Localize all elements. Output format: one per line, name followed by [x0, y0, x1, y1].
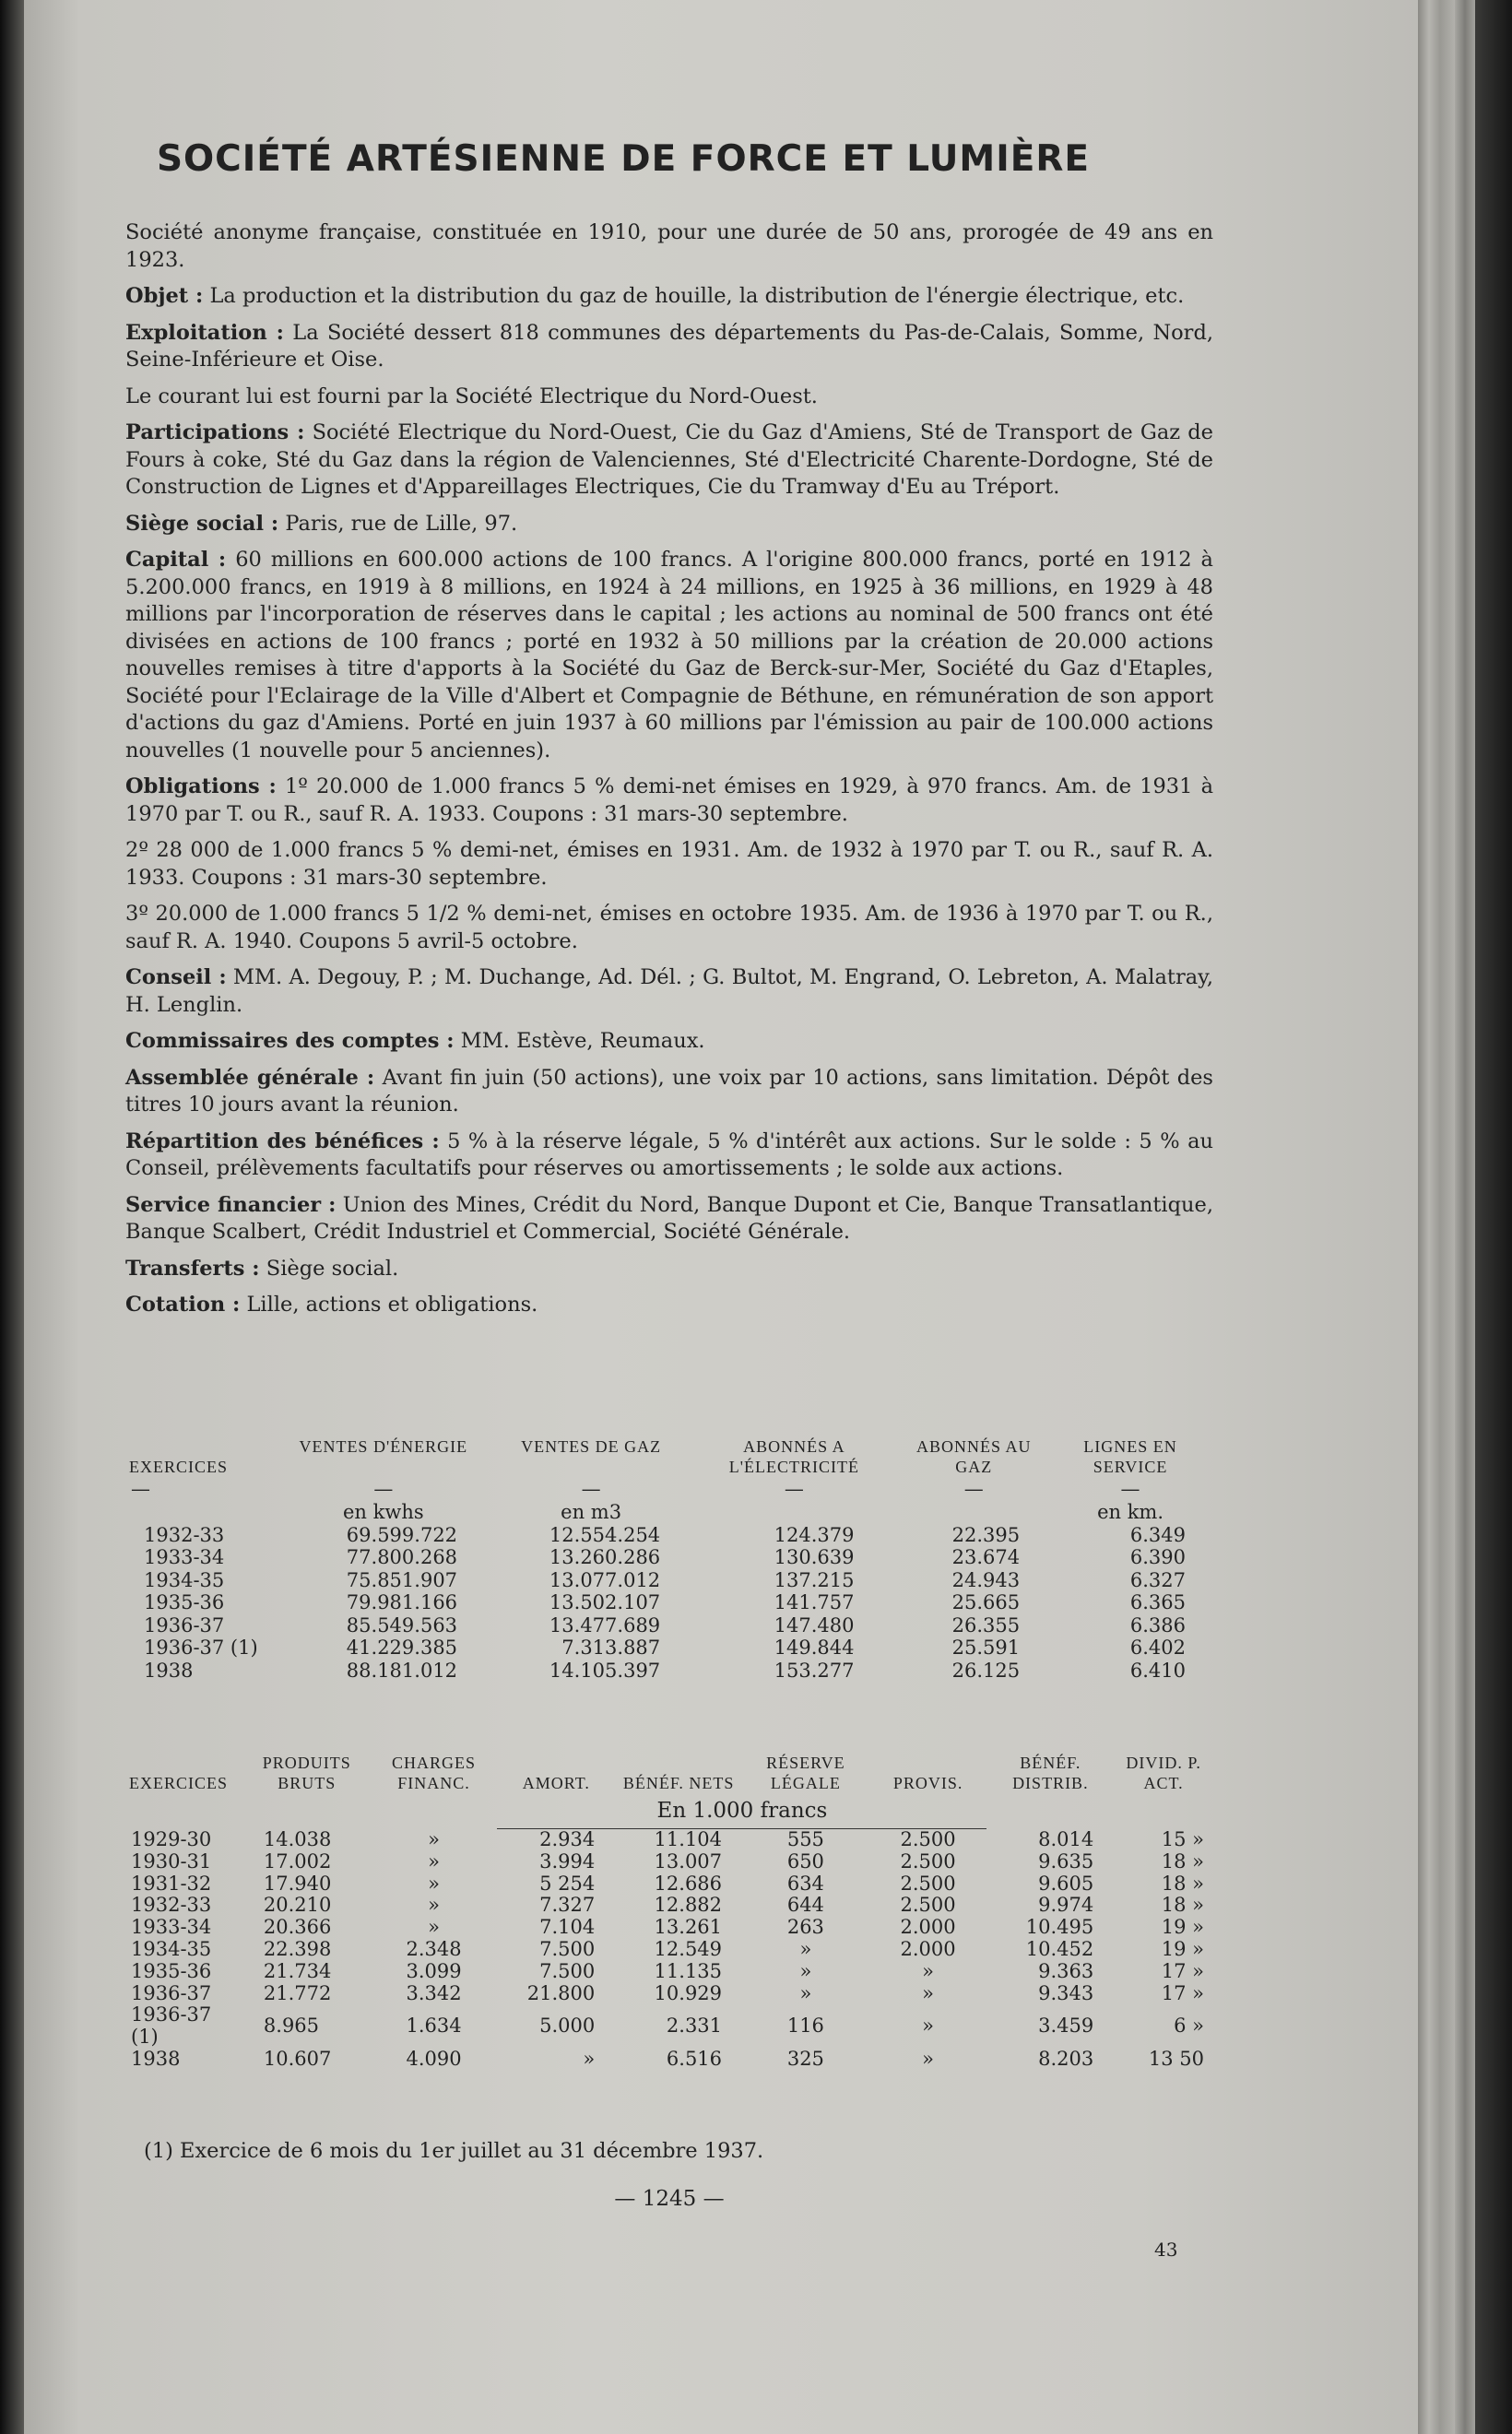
paragraph-label: Service financier :: [125, 1192, 337, 1217]
table-cell: »: [799, 1959, 812, 1982]
table-cell: 2.934: [539, 1828, 596, 1850]
paragraph-label: Transferts :: [125, 1256, 260, 1281]
row-label: 1936-37: [144, 1613, 225, 1636]
paragraph: [125, 774, 1213, 828]
table-cell: 263: [786, 1916, 824, 1939]
table-cell: 85.549.563: [346, 1613, 458, 1636]
table-cell: 12.882: [654, 1894, 723, 1917]
paragraph: [125, 1128, 1213, 1183]
table-cell: 13.477.689: [549, 1613, 661, 1636]
paragraph-text: La production et la distribution du gaz de houille, la distribution de l'énergie électrique, etc.: [203, 284, 1185, 308]
table-cell: 6.516: [666, 2047, 723, 2070]
column-header: RÉSERVE LÉGALE: [766, 1754, 845, 1792]
separator-dash: —: [784, 1478, 804, 1500]
separator-dash: —: [1120, 1478, 1140, 1500]
table-row: [125, 1873, 1213, 1896]
table-cell: 77.800.268: [346, 1546, 458, 1568]
table-cell: 21.734: [263, 1959, 332, 1982]
table-cell: 22.398: [263, 1937, 332, 1960]
table-cell: 3.342: [406, 1981, 462, 2004]
paragraph-text: Avant fin juin (50 actions), une voix par 10 actions, sans limitation. Dépôt des titres 10 jours avant la réunion.: [125, 1065, 1213, 1117]
paragraph: [125, 1192, 1213, 1247]
table-cell: 6.390: [1129, 1546, 1186, 1568]
column-header: PROVIS.: [892, 1774, 963, 1792]
table-cell: 13.077.012: [549, 1568, 661, 1591]
table-row: [125, 1524, 1213, 1547]
separator-dash: —: [373, 1478, 394, 1500]
table-cell: 20.210: [263, 1894, 332, 1917]
row-label: 1929-30: [131, 1827, 212, 1850]
paragraph-label: Exploitation :: [125, 320, 284, 345]
paragraph-text: 2º 28 000 de 1.000 francs 5 % demi-net, émises en 1931. Am. de 1932 à 1970 par T. ou R., sauf R. A. 1933. Coupons : 31 mars-30 septembre.: [125, 838, 1213, 890]
table-cell: 2.500: [900, 1849, 956, 1873]
table-cell: 5.000: [539, 2015, 596, 2038]
table-cell: 8.965: [263, 2015, 320, 2038]
table-cell: 2.000: [900, 1937, 956, 1960]
table-cell: »: [922, 1959, 935, 1982]
table-cell: 13.261: [654, 1916, 723, 1939]
row-label: 1935-36: [144, 1591, 225, 1613]
table-cell: 116: [786, 2015, 824, 2038]
separator-dash: —: [581, 1478, 601, 1500]
table-row: [125, 1614, 1213, 1637]
row-label: 1932-33: [131, 1894, 212, 1917]
operations-table-header: [125, 1436, 1213, 1477]
table-cell: 9.343: [1038, 1981, 1094, 2004]
paragraph-text: MM. A. Degouy, P. ; M. Duchange, Ad. Dél. ; G. Bultot, M. Engrand, O. Lebreton, A. Malatray, H. Lenglin.: [125, 965, 1213, 1017]
paragraph: [125, 384, 1213, 411]
table-cell: 141.757: [774, 1591, 855, 1613]
table-cell: 24.943: [951, 1568, 1021, 1591]
table-cell: 14.105.397: [549, 1659, 661, 1682]
table-cell: 2.348: [406, 1937, 462, 1960]
table-cell: 79.981.166: [346, 1591, 458, 1613]
table-cell: 23.674: [951, 1546, 1021, 1568]
table-cell: 7.327: [539, 1894, 596, 1917]
book-page: [24, 0, 1418, 2434]
table-cell: 6.327: [1129, 1568, 1186, 1591]
table-cell: 18 »: [1161, 1894, 1204, 1917]
table-cell: 26.125: [951, 1659, 1021, 1682]
unit-label: en m3: [561, 1501, 622, 1523]
table-cell: 13 50: [1148, 2047, 1204, 2070]
table-cell: 2.500: [900, 1828, 956, 1850]
table-cell: 650: [786, 1849, 824, 1873]
row-label: 1933-34: [144, 1546, 225, 1568]
paragraph-text: Union des Mines, Crédit du Nord, Banque Dupont et Cie, Banque Transatlantique, Banque Scalbert, Crédit Industriel et Commercial, Société Générale.: [125, 1192, 1213, 1244]
table-row: [125, 1983, 1213, 2005]
table-cell: 19 »: [1161, 1916, 1204, 1939]
table-cell: 9.605: [1038, 1872, 1094, 1895]
table-cell: 25.591: [951, 1636, 1021, 1659]
table-cell: 10.929: [654, 1981, 723, 2004]
table-cell: 2.500: [900, 1894, 956, 1917]
paragraph: [125, 1028, 1213, 1056]
table-cell: »: [922, 2015, 935, 2038]
row-label: 1938: [144, 1659, 194, 1682]
paragraph: [125, 901, 1213, 955]
page-stack-shadow: [1475, 0, 1512, 2434]
paragraph-text: MM. Estève, Reumaux.: [454, 1029, 705, 1053]
binding-edge: [0, 0, 24, 2434]
table-row: [125, 1660, 1213, 1683]
paragraph-label: Cotation :: [125, 1293, 241, 1317]
table-cell: 2.500: [900, 1872, 956, 1895]
table-cell: 12.554.254: [549, 1523, 661, 1546]
paragraph-text: 60 millions en 600.000 actions de 100 francs. A l'origine 800.000 francs, porté en 1912 à 5.200.000 francs, en 1919 à 8 millions, en 1924 à 24 millions, en 1925 à 36 millions, en 1929 à 48 millions par l'incorporation de réserves dans le capital ; les actions au nominal de 500 francs ont été divisées en actions de 100 francs ; porté en 1932 à 50 millions par la création de 20.000 actions nouvelles remises à titre d'apports à la Société du Gaz de Berck-sur-Mer, Société du Gaz d'Etaples, Société pour l'Eclairage de la Ville d'Albert et Compagnie de Béthune, en rémunération de son apport d'actions du gaz d'Amiens. Porté en juin 1937 à 60 millions par l'émission au pair de 100.000 actions nouvelles (1 nouvelle pour 5 anciennes).: [125, 548, 1213, 762]
page-title: SOCIÉTÉ ARTÉSIENNE DE FORCE ET LUMIÈRE: [156, 138, 1091, 180]
table-cell: 21.772: [263, 1981, 332, 2004]
table-cell: »: [583, 2047, 596, 2070]
row-label: 1936-37: [131, 1981, 212, 2004]
paragraph-text: Société Electrique du Nord-Ouest, Cie du Gaz d'Amiens, Sté de Transport de Gaz de Fours à coke, Sté du Gaz dans la région de Valenciennes, Sté d'Electricité Charente-Dordogne, Sté de Construction de Lignes et d'Appareillages Electriques, Cie du Tramway d'Eu au Tréport.: [125, 420, 1213, 499]
column-header: ABONNÉS A L'ÉLECTRICITÉ: [728, 1437, 859, 1476]
separator-dash: —: [963, 1478, 984, 1500]
table-cell: 8.203: [1038, 2047, 1094, 2070]
table-cell: 130.639: [774, 1546, 855, 1568]
row-label: 1934-35: [144, 1568, 225, 1591]
separator-row: [125, 1477, 1213, 1501]
page-stack-edge: [1418, 0, 1455, 2434]
table-cell: 20.366: [263, 1916, 332, 1939]
table-cell: 634: [786, 1872, 824, 1895]
table-cell: 41.229.385: [346, 1636, 458, 1659]
table-row: [125, 1939, 1213, 1961]
unit-label: [901, 1501, 1048, 1524]
unit-label: En 1.000 francs: [497, 1793, 986, 1829]
table-cell: »: [428, 1872, 440, 1895]
table-cell: »: [428, 1894, 440, 1917]
paragraph-label: Participations :: [125, 420, 305, 444]
table-cell: 18 »: [1161, 1849, 1204, 1873]
table-cell: 9.635: [1038, 1849, 1094, 1873]
paragraph-text: Siège social.: [259, 1256, 399, 1281]
table-cell: 124.379: [774, 1523, 855, 1546]
table-cell: 3.994: [539, 1849, 596, 1873]
table-cell: 6.386: [1129, 1613, 1186, 1636]
table-cell: 7.500: [539, 1937, 596, 1960]
paragraph: [125, 1065, 1213, 1119]
table-cell: 18 »: [1161, 1872, 1204, 1895]
table-cell: 9.363: [1038, 1959, 1094, 1982]
table-cell: 325: [786, 2047, 824, 2070]
table-cell: 15 »: [1161, 1827, 1204, 1850]
table-cell: 6.410: [1129, 1659, 1186, 1682]
row-label: 1935-36: [131, 1959, 212, 1982]
row-label: 1932-33: [144, 1523, 225, 1546]
unit-spacer: [125, 1793, 497, 1829]
table-cell: 7.313.887: [561, 1636, 661, 1659]
table-cell: 1.634: [406, 2015, 462, 2038]
unit-label: [688, 1501, 900, 1524]
table-cell: 14.038: [263, 1827, 332, 1850]
table-cell: 153.277: [774, 1659, 855, 1682]
table-cell: 13.260.286: [549, 1546, 661, 1568]
row-label: 1930-31: [131, 1849, 212, 1873]
paragraph-text: Lille, actions et obligations.: [240, 1293, 538, 1317]
table-cell: 13.007: [654, 1849, 723, 1873]
paragraph: [125, 837, 1213, 892]
paragraph-text: Le courant lui est fourni par la Société Electrique du Nord-Ouest.: [125, 384, 818, 408]
table-cell: 7.500: [539, 1959, 596, 1982]
table-cell: 75.851.907: [346, 1568, 458, 1591]
table-cell: 6 »: [1174, 2015, 1204, 2038]
table-cell: 10.495: [1025, 1916, 1094, 1939]
row-label: 1931-32: [131, 1872, 212, 1895]
table-cell: »: [922, 2047, 935, 2070]
table-row: [125, 1591, 1213, 1614]
intro-paragraph: Société anonyme française, constituée en 1910, pour une durée de 50 ans, prorogée de 49 ans en 1923.: [125, 220, 1213, 272]
table-cell: 69.599.722: [346, 1523, 458, 1546]
table-row: [125, 1636, 1213, 1660]
table-cell: 11.135: [654, 1959, 723, 1982]
paragraph: [125, 964, 1213, 1019]
unit-label: en kwhs: [343, 1501, 424, 1523]
paragraph-label: Siège social :: [125, 511, 279, 536]
paragraph-label: Assemblée générale :: [125, 1065, 375, 1090]
column-header: EXERCICES: [129, 1458, 229, 1476]
table-cell: 7.104: [539, 1916, 596, 1939]
table-cell: 9.974: [1038, 1894, 1094, 1917]
column-header: EXERCICES: [129, 1774, 229, 1792]
column-header: LIGNES EN SERVICE: [1083, 1437, 1177, 1476]
table-cell: 3.099: [406, 1959, 462, 1982]
table-cell: 13.502.107: [549, 1591, 661, 1613]
table-cell: »: [799, 1981, 812, 2004]
row-label: 1934-35: [131, 1937, 212, 1960]
table-row: [125, 1917, 1213, 1939]
table-row: [125, 1895, 1213, 1917]
body-text: [125, 219, 1213, 1329]
column-header: CHARGES FINANC.: [392, 1754, 477, 1792]
row-label: 1936-37 (1): [131, 2003, 212, 2049]
table-cell: 22.395: [951, 1523, 1021, 1546]
paragraph-label: Commissaires des comptes :: [125, 1029, 455, 1053]
table-cell: 2.000: [900, 1916, 956, 1939]
footnote: (1) Exercice de 6 mois du 1er juillet au 31 décembre 1937.: [144, 2139, 764, 2163]
table-row: [125, 1961, 1213, 1983]
paragraph-label: Capital :: [125, 548, 227, 572]
paragraph: [125, 320, 1213, 374]
paragraph-label: Obligations :: [125, 774, 277, 798]
table-cell: »: [922, 1981, 935, 2004]
unit-spacer: [986, 1793, 1213, 1829]
table-row: [125, 2004, 1213, 2049]
table-cell: 8.014: [1038, 1827, 1094, 1850]
page-stack-edge: [1455, 0, 1475, 2434]
paragraph: [125, 419, 1213, 502]
table-row: [125, 1851, 1213, 1873]
table-cell: 12.686: [654, 1872, 723, 1895]
column-header: PRODUITS BRUTS: [262, 1754, 351, 1792]
column-header: BÉNÉF. NETS: [622, 1774, 735, 1792]
table-cell: »: [799, 1937, 812, 1960]
paragraph: [125, 283, 1213, 311]
paragraph-text: 3º 20.000 de 1.000 francs 5 1/2 % demi-net, émises en octobre 1935. Am. de 1936 à 1970 par T. ou R., sauf R. A. 1940. Coupons 5 avril-5 octobre.: [125, 902, 1213, 953]
table-cell: 11.104: [654, 1828, 723, 1850]
table-cell: 644: [786, 1894, 824, 1917]
row-label: 1938: [131, 2047, 181, 2070]
table-row: [125, 1546, 1213, 1569]
column-header: BÉNÉF. DISTRIB.: [1012, 1754, 1089, 1792]
table-cell: 12.549: [654, 1937, 723, 1960]
row-label: 1936-37 (1): [144, 1636, 258, 1659]
table-cell: 17.002: [263, 1849, 332, 1873]
table-cell: 5 254: [539, 1872, 596, 1895]
paragraph-text: 1º 20.000 de 1.000 francs 5 % demi-net émises en 1929, à 970 francs. Am. de 1931 à 1970 par T. ou R., sauf R. A. 1933. Coupons : 31 mars-30 septembre.: [125, 774, 1213, 826]
table-cell: 17 »: [1161, 1981, 1204, 2004]
table-cell: 149.844: [774, 1636, 855, 1659]
unit-label: en km.: [1097, 1501, 1164, 1523]
paragraph-text: La Société dessert 818 communes des départements du Pas-de-Calais, Somme, Nord, Seine-Inférieure et Oise.: [125, 320, 1213, 372]
paragraph-text: 5 % à la réserve légale, 5 % d'intérêt aux actions. Sur le solde : 5 % au Conseil, prélèvements facultatifs pour réserves ou amortissements ; le solde aux actions.: [125, 1128, 1213, 1180]
paragraph-text: Paris, rue de Lille, 97.: [278, 511, 518, 536]
column-header: VENTES D'ÉNERGIE: [299, 1437, 468, 1456]
table-cell: 4.090: [406, 2047, 462, 2070]
table-cell: 137.215: [774, 1568, 855, 1591]
column-header: ABONNÉS AU GAZ: [916, 1437, 1032, 1476]
unit-label: [125, 1501, 273, 1524]
paragraph: [125, 1256, 1213, 1283]
paragraph: [125, 1292, 1213, 1319]
table-cell: 6.349: [1129, 1523, 1186, 1546]
table-cell: 10.607: [263, 2047, 332, 2070]
paragraph-label: Conseil :: [125, 965, 227, 989]
corner-number: 43: [1154, 2239, 1178, 2261]
table-cell: »: [428, 1849, 440, 1873]
table-cell: 88.181.012: [346, 1659, 458, 1682]
table-cell: 25.665: [951, 1591, 1021, 1613]
table-cell: 21.800: [526, 1981, 596, 2004]
table-cell: 10.452: [1025, 1937, 1094, 1960]
table-cell: »: [428, 1916, 440, 1939]
table-cell: 555: [786, 1828, 824, 1850]
financial-table-header: [125, 1753, 1213, 1793]
table-row: [125, 1829, 1213, 1851]
table-cell: 17 »: [1161, 1959, 1204, 1982]
paragraph-label: Objet :: [125, 284, 204, 308]
table-cell: 6.402: [1129, 1636, 1186, 1659]
unit-row: [125, 1501, 1213, 1524]
financial-table: [125, 1753, 1213, 2071]
table-cell: 26.355: [951, 1613, 1021, 1636]
table-row: [125, 2049, 1213, 2071]
separator-dash: —: [131, 1478, 150, 1500]
operations-table: [125, 1436, 1213, 1682]
column-header: DIVID. P. ACT.: [1126, 1754, 1201, 1792]
page-number: — 1245 —: [614, 2187, 725, 2211]
column-header: AMORT.: [522, 1774, 590, 1792]
paragraph-label: Répartition des bénéfices :: [125, 1128, 440, 1153]
paragraph: [125, 511, 1213, 538]
table-cell: 19 »: [1161, 1937, 1204, 1960]
table-cell: 2.331: [666, 2015, 723, 2038]
table-cell: 147.480: [774, 1613, 855, 1636]
table-cell: 17.940: [263, 1872, 332, 1895]
row-label: 1933-34: [131, 1916, 212, 1939]
paragraph: [125, 547, 1213, 764]
table-cell: »: [428, 1827, 440, 1850]
table-cell: 6.365: [1129, 1591, 1186, 1613]
unit-row: [125, 1793, 1213, 1829]
column-header: VENTES DE GAZ: [521, 1437, 662, 1456]
table-cell: 3.459: [1038, 2015, 1094, 2038]
table-row: [125, 1569, 1213, 1592]
